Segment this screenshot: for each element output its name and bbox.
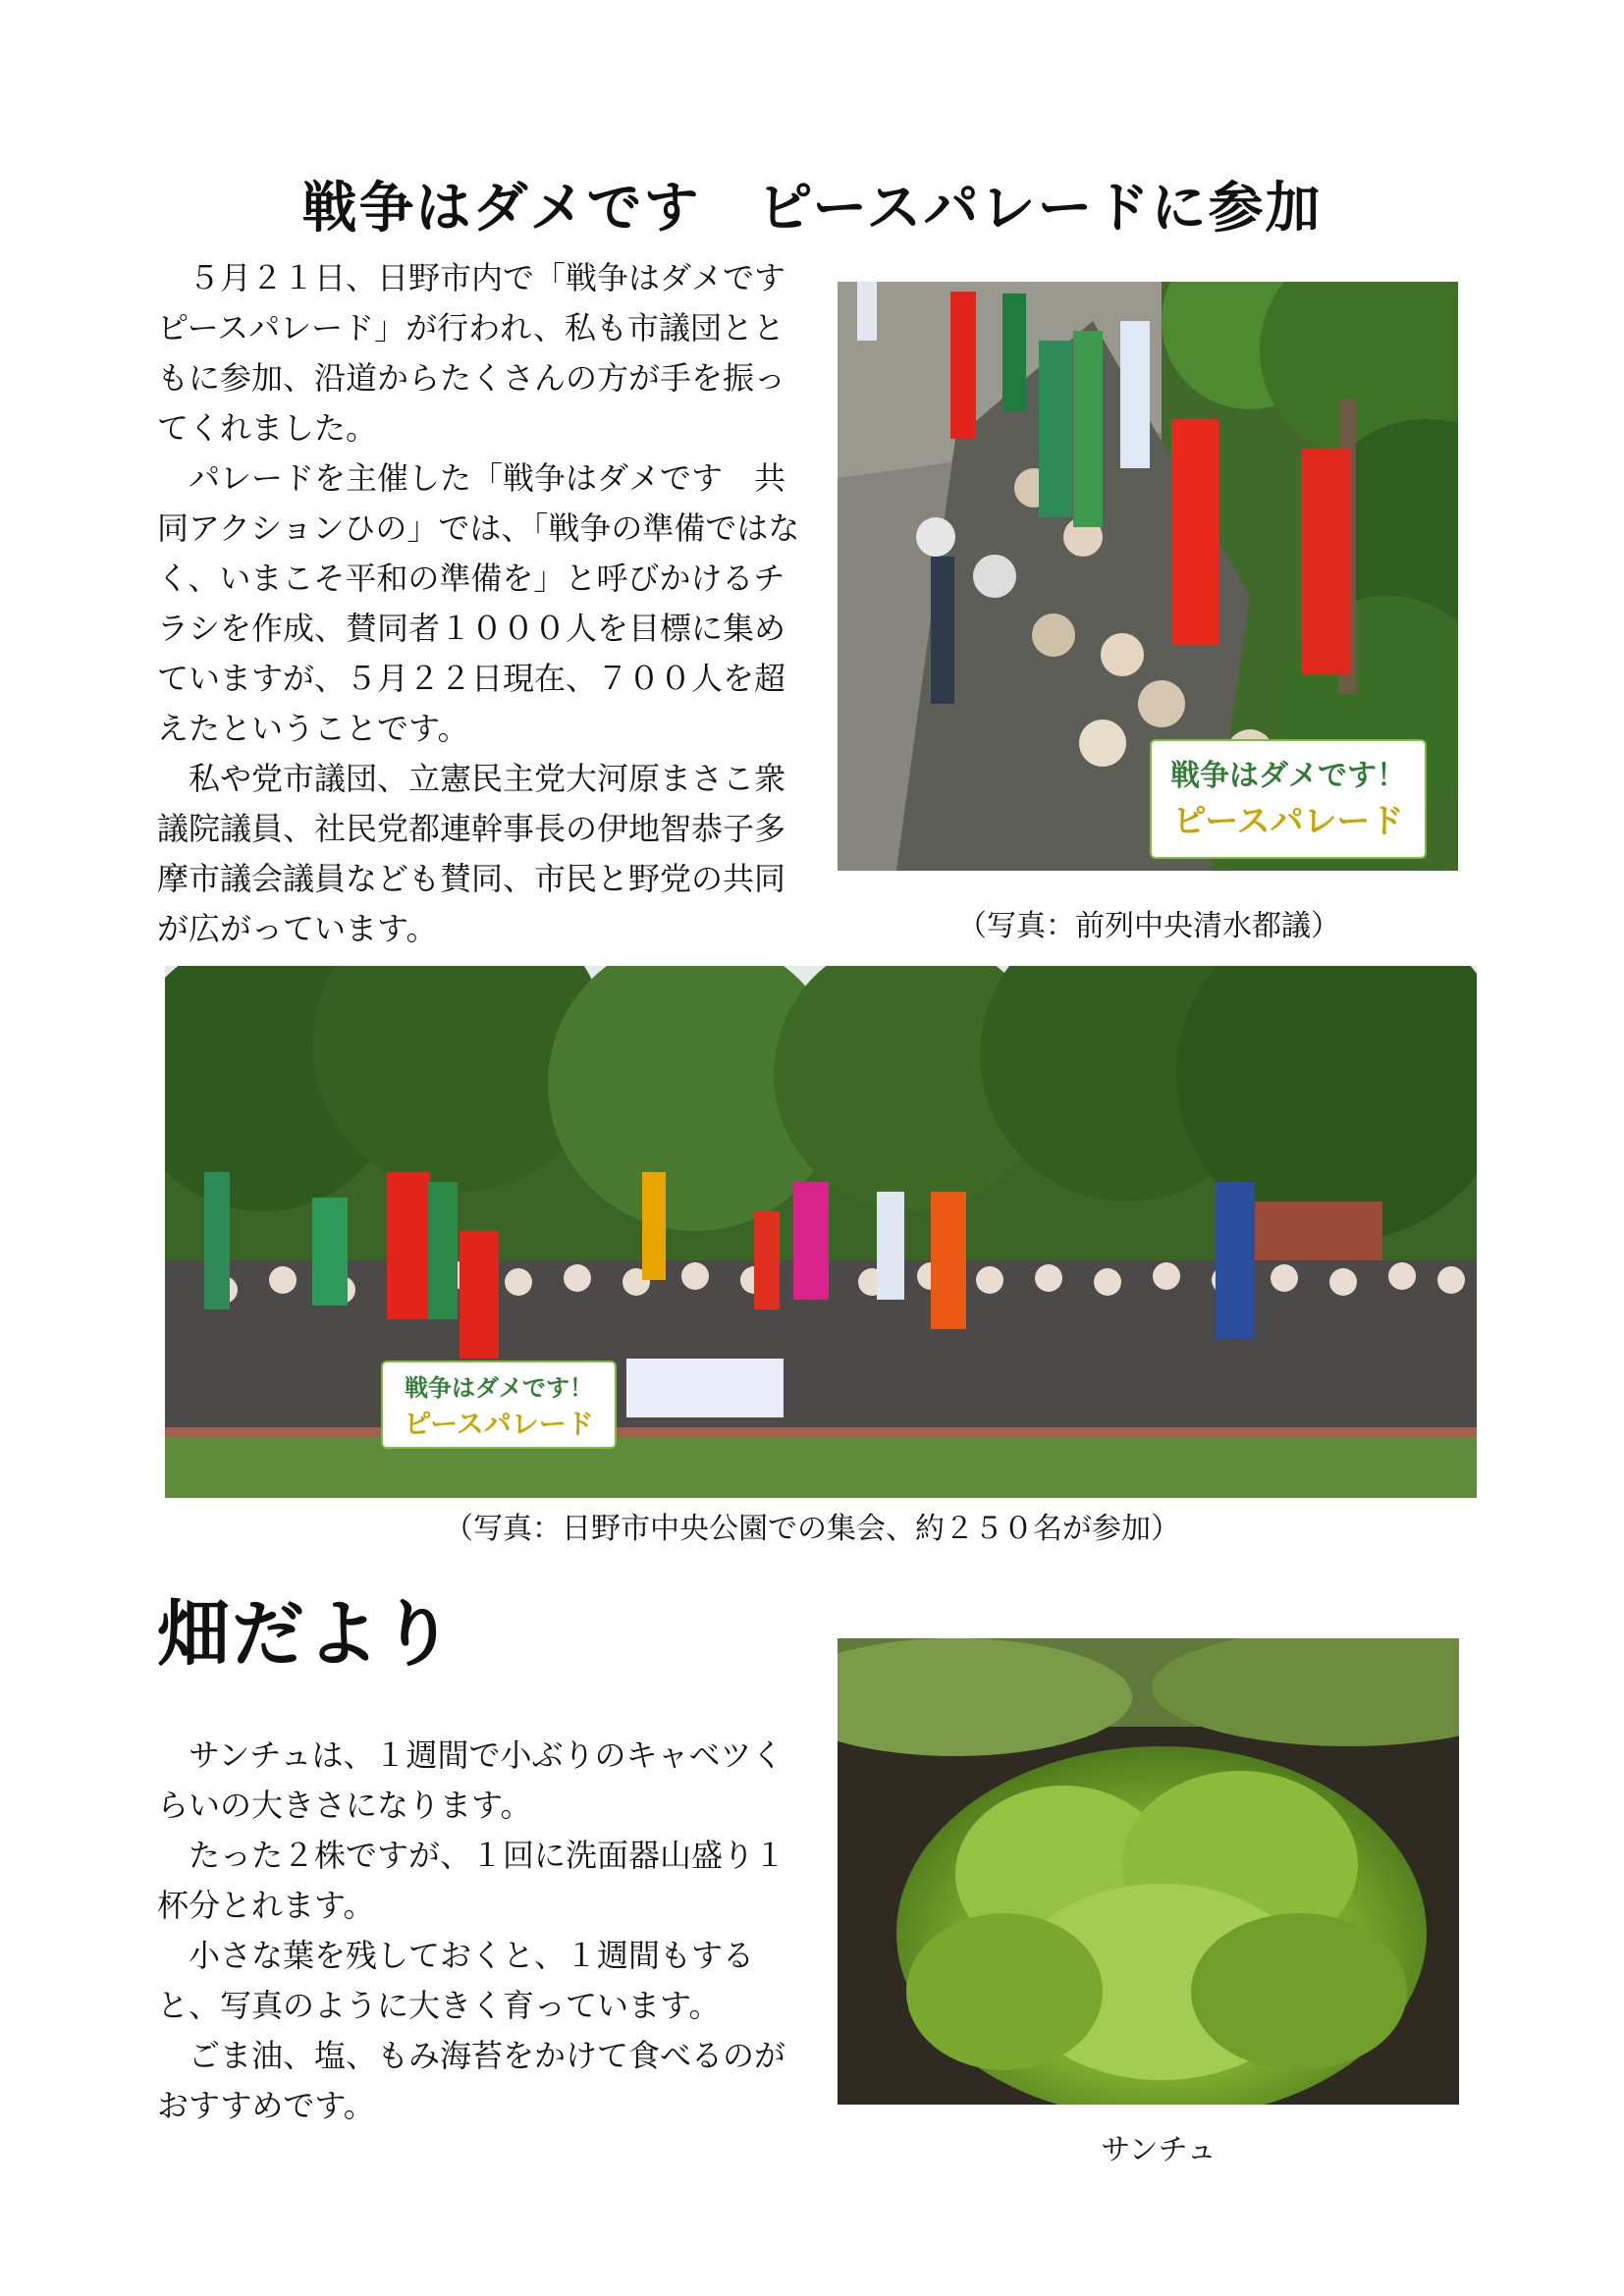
rally-photo-image (165, 966, 1477, 1498)
farm-section-title: 畑だより (157, 1592, 456, 1677)
parade-photo (838, 282, 1458, 871)
parade-sign-line2: ピースパレード (1172, 802, 1404, 841)
article-body (157, 253, 818, 954)
article-paragraph: ５月２１日、日野市内で「戦争はダメです ピースパレード」が行われ、私も市議団とともに参加、沿道からたくさんの方が手を振ってくれました。 (157, 259, 818, 447)
lettuce-photo-image (838, 1638, 1459, 2105)
rally-photo (165, 966, 1477, 1498)
rally-sign (381, 1361, 617, 1449)
lettuce-photo-caption: サンチュ (1101, 2133, 1217, 2167)
farm-paragraph: ごま油、塩、もみ海苔をかけて食べるのがおすすめです。 (157, 2037, 786, 2124)
farm-paragraph: たった２株ですが、１回に洗面器山盛り１杯分とれます。 (157, 1837, 786, 1924)
farm-body (157, 1731, 795, 2131)
rally-photo-caption: （写真：日野市中央公園での集会、約２５０名が参加） (444, 1512, 1180, 1546)
farm-paragraph: サンチュは、１週間で小ぶりのキャベツくらいの大きさになります。 (157, 1736, 784, 1824)
parade-sign (1150, 739, 1427, 859)
lettuce-photo (838, 1638, 1459, 2105)
parade-photo-caption: （写真：前列中央清水都議） (957, 909, 1340, 943)
article-paragraph: パレードを主催した「戦争はダメです 共同アクションひの」では、「戦争の準備ではなく、いまこそ平和の準備を」と呼びかけるチラシを作成、賛同者１０００人を目標に集めていますが、５月２２日現在、７００人を超えたということです。 (157, 459, 800, 747)
rally-sign-line1: 戦争はダメです！ (405, 1374, 593, 1402)
rally-sign-line2: ピースパレード (404, 1408, 594, 1440)
farm-paragraph: 小さな葉を残しておくと、１週間もすると、写真のように大きく育っています。 (157, 1937, 755, 2024)
article-paragraph: 私や党市議団、立憲民主党大河原まさこ衆議院議員、社民党都連幹事長の伊地智恭子多摩市議会議員なども賛同、市民と野党の共同が広がっています。 (157, 760, 786, 947)
article-title: 戦争はダメです ピースパレードに参加 (301, 177, 1323, 240)
parade-sign-line1: 戦争はダメです！ (1170, 759, 1406, 793)
